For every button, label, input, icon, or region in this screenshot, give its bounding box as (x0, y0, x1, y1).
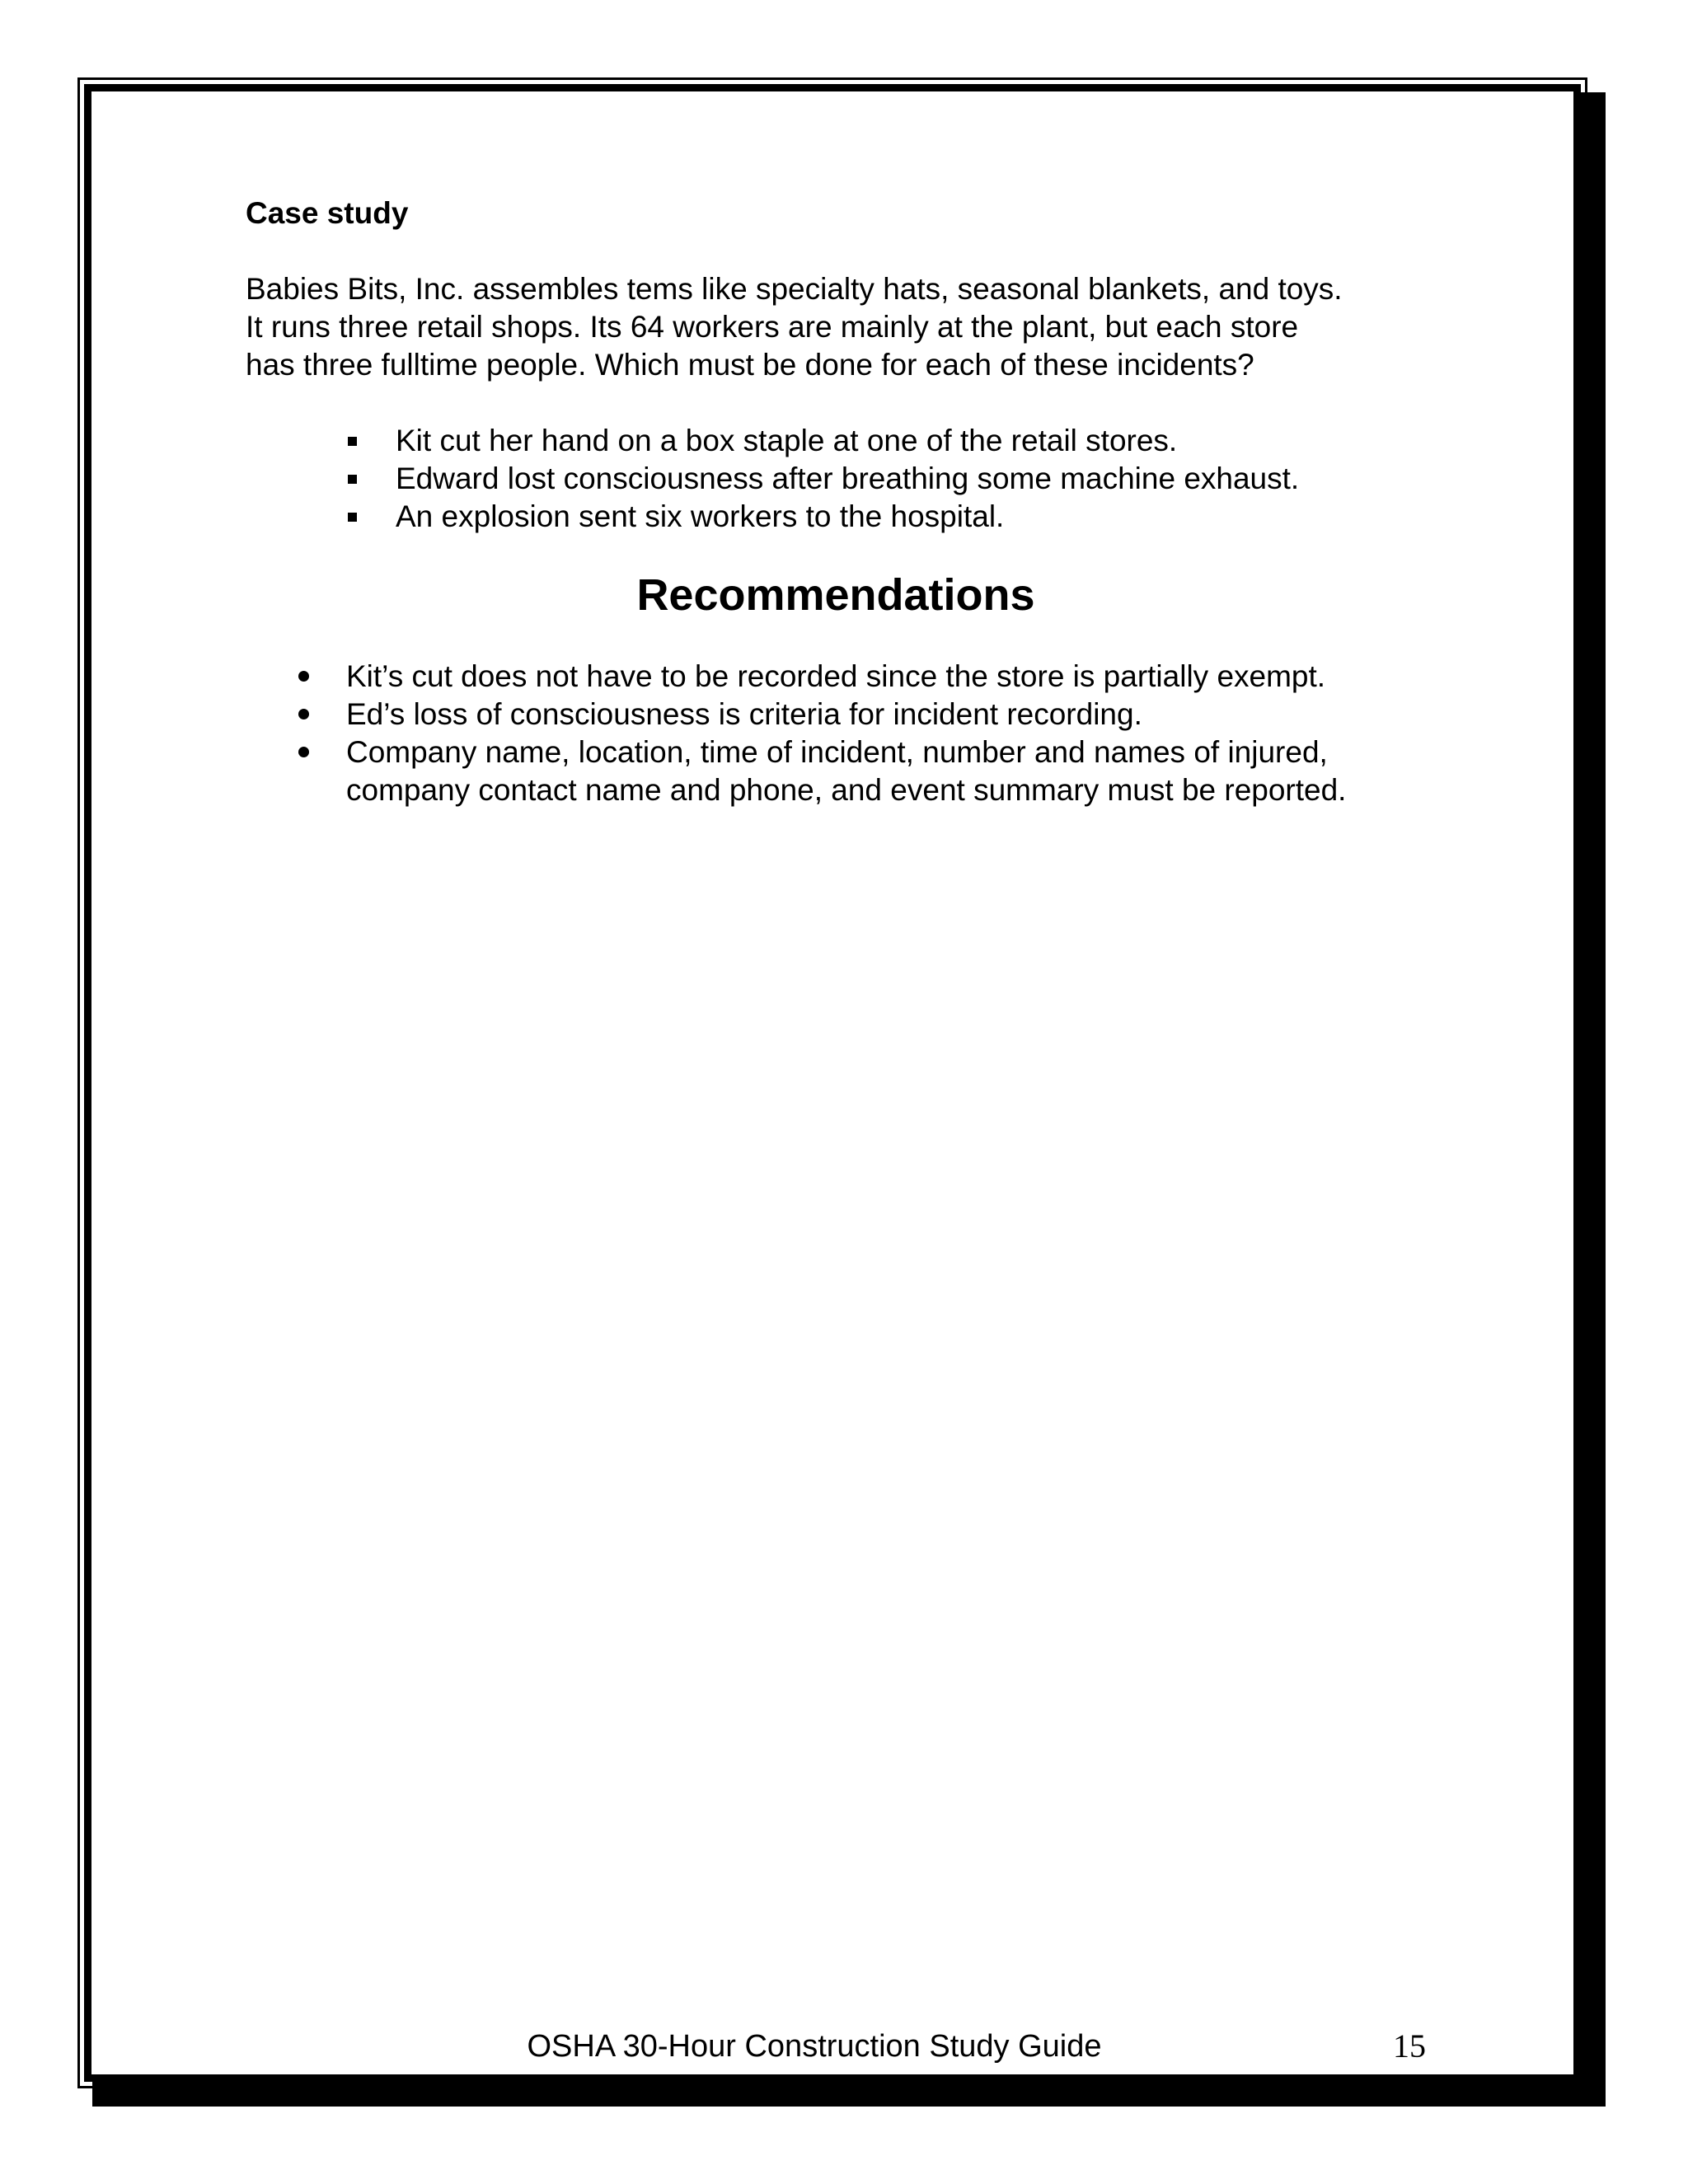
recommendations-title: Recommendations (636, 570, 1035, 620)
page-content (246, 194, 1449, 809)
incident-item: Kit cut her hand on a box staple at one of the retail stores. (246, 422, 1449, 460)
recommendation-item (246, 696, 1449, 733)
incident-item: An explosion sent six workers to the hospital. (246, 498, 1449, 536)
recommendation-list (246, 658, 1449, 809)
page-number: 15 (1393, 2027, 1426, 2064)
recommendation-line: Kit’s cut does not have to be recorded since the store is partially exempt. (346, 659, 1326, 693)
recommendation-line: company contact name and phone, and event summary must be reported. (346, 773, 1347, 807)
paragraph-line: Babies Bits, Inc. assembles tems like specialty hats, seasonal blankets, and toys. (246, 272, 1343, 306)
incident-list (246, 422, 1449, 536)
recommendation-item (246, 658, 1449, 696)
recommendation-line: Company name, location, time of incident, number and names of injured, (346, 735, 1328, 769)
case-study-heading: Case study (246, 196, 409, 230)
recommendation-line: Ed’s loss of consciousness is criteria for incident recording. (346, 697, 1142, 731)
incident-item: Edward lost consciousness after breathing some machine exhaust. (246, 460, 1449, 498)
paragraph-line: has three fulltime people. Which must be done for each of these incidents? (246, 348, 1254, 382)
footer-title: OSHA 30-Hour Construction Study Guide (527, 2029, 1102, 2064)
paragraph-line: It runs three retail shops. Its 64 workers are mainly at the plant, but each store (246, 310, 1299, 344)
recommendation-item (246, 733, 1449, 809)
case-study-paragraph (246, 270, 1449, 384)
